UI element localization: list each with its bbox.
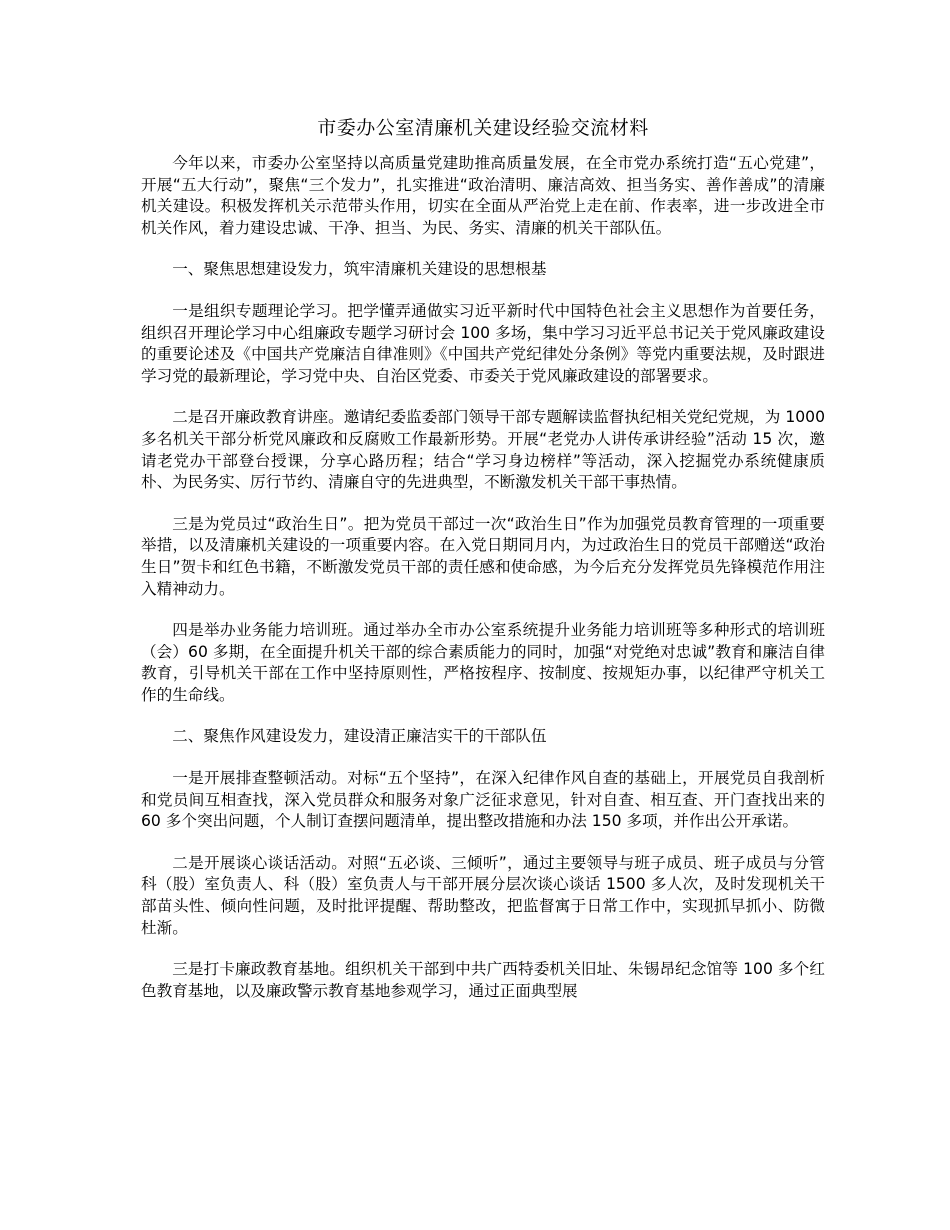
document-title: 市委办公室清廉机关建设经验交流材料: [317, 117, 649, 139]
section-2-item-2: [141, 853, 825, 939]
section-1-item-3: [141, 514, 825, 600]
item-lead: 二是召开廉政教育讲座。: [172, 408, 344, 427]
section-1-item-1: [141, 301, 825, 387]
item-body: 把为党员干部过一次“政治生日”作为加强党员教育管理的一项重要举措，以及清廉机关建设的一项重要内容。在入党日期同月内，为过政治生日的党员干部赠送“政治生日”贺卡和红色书籍，不断激发党员干部的责任感和使命感，为今后充分发挥党员先锋模范作用注入精神动力。: [141, 514, 825, 598]
section-2-heading: 二、聚焦作风建设发力，建设清正廉洁实干的干部队伍: [172, 727, 547, 746]
item-lead: 二是开展谈心谈话活动。: [172, 853, 348, 872]
item-body: 对标“五个坚持”，在深入纪律作风自查的基础上，开展党员自我剖析和党员间互相查找，深入党员群众和服务对象广泛征求意见，针对自查、相互查、开门查找出来的 60 多个突出问题，个人制订查摆问题清单，提出整改措施和办法 150 多项，并作出公开承诺。: [141, 769, 825, 831]
section-2-item-1: [141, 768, 825, 833]
section-1-item-4: [141, 620, 825, 706]
item-lead: 三是打卡廉政教育基地。: [172, 960, 346, 979]
item-body: 邀请纪委监委部门领导干部专题解读监督执纪相关党纪党规，为 1000 多名机关干部分析党风廉政和反腐败工作最新形势。开展“老党办人讲传承讲经验”活动 15 次，邀请老党办干部登台授课，分享心路历程；结合“学习身边榜样”等活动，深入挖掘党办系统健康质朴、为民务实、厉行节约、清廉自守的先进典型，不断激发机关干部干事热情。: [141, 408, 826, 492]
section-1-item-2: [141, 407, 825, 493]
section-1-heading: 一、聚焦思想建设发力，筑牢清廉机关建设的思想根基: [172, 260, 547, 279]
intro-paragraph: 今年以来，市委办公室坚持以高质量党建助推高质量发展，在全市党办系统打造“五心党建”，开展“五大行动”，聚焦“三个发力”，扎实推进“政治清明、廉洁高效、担当务实、善作善成”的清廉机关建设。积极发挥机关示范带头作用，切实在全面从严治党上走在前、作表率，进一步改进全市机关作风，着力建设忠诚、干净、担当、为民、务实、清廉的机关干部队伍。: [141, 154, 825, 237]
item-body: 组织机关干部到中共广西特委机关旧址、朱锡昂纪念馆等 100 多个红色教育基地，以及廉政警示教育基地参观学习，通过正面典型展: [141, 960, 825, 1000]
item-body: 对照“五必谈、三倾听”，通过主要领导与班子成员、班子成员与分管科（股）室负责人、科（股）室负责人与干部开展分层次谈心谈话 1500 多人次，及时发现机关干部苗头性、倾向性问题，及时批评提醒、帮助整改，把监督寓于日常工作中，实现抓早抓小、防微杜渐。: [141, 853, 825, 937]
item-lead: 四是举办业务能力培训班。: [172, 621, 364, 640]
document-page: [141, 116, 825, 1022]
item-lead: 三是为党员过“政治生日”。: [172, 514, 364, 533]
item-body: 把学懂弄通做实习近平新时代中国特色社会主义思想作为首要任务，组织召开理论学习中心组廉政专题学习研讨会 100 多场，集中学习习近平总书记关于党风廉政建设的重要论述及《中国共产党廉洁自律准则》《中国共产党纪律处分条例》等党内重要法规，及时跟进学习党的最新理论，学习党中央、自治区党委、市委关于党风廉政建设的部署要求。: [141, 301, 825, 385]
item-body: 通过举办全市办公室系统提升业务能力培训班等多种形式的培训班（会）60 多期，在全面提升机关干部的综合素质能力的同时，加强“对党绝对忠诚”教育和廉洁自律教育，引导机关干部在工作中坚持原则性，严格按程序、按制度、按规矩办事，以纪律严守机关工作的生命线。: [141, 621, 825, 704]
item-lead: 一是开展排查整顿活动。: [172, 769, 348, 788]
section-2-item-3: [141, 959, 825, 1002]
item-lead: 一是组织专题理论学习。: [172, 301, 348, 320]
